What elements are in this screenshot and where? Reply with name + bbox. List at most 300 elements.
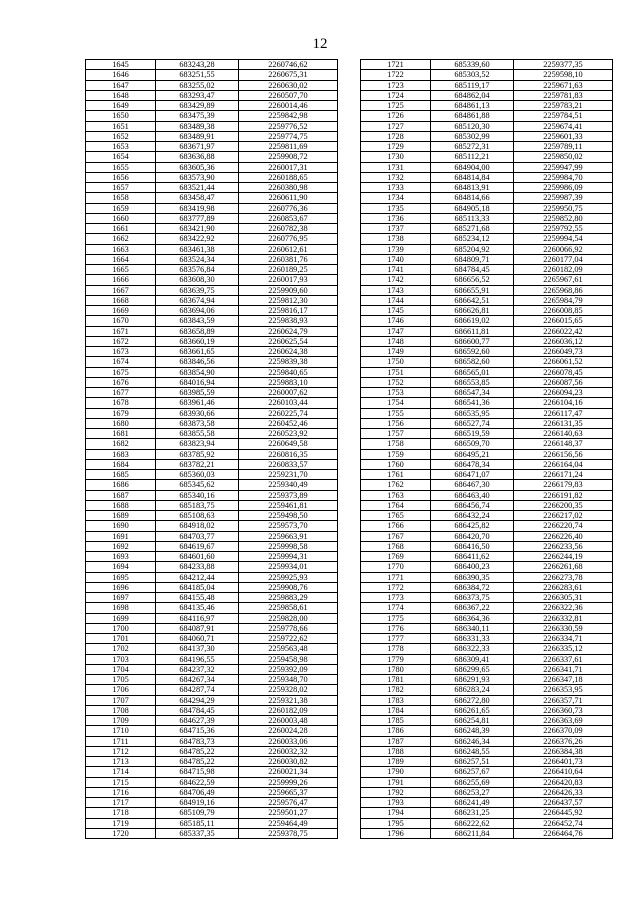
point-number-cell: 1732 (361, 172, 431, 182)
y-coordinate-cell: 2259231,70 (239, 470, 338, 480)
x-coordinate-cell: 684294,29 (156, 695, 239, 705)
x-coordinate-cell: 683636,88 (156, 152, 239, 162)
table-row (361, 418, 613, 428)
point-number-cell: 1718 (86, 808, 156, 818)
y-coordinate-cell: 2266347,18 (514, 675, 613, 685)
y-coordinate-cell: 2259994,31 (239, 552, 338, 562)
table-row (86, 193, 338, 203)
point-number-cell: 1730 (361, 152, 431, 162)
table-row (361, 193, 613, 203)
x-coordinate-cell: 686257,51 (431, 757, 514, 767)
table-row (361, 316, 613, 326)
point-number-cell: 1660 (86, 213, 156, 223)
x-coordinate-cell: 686656,52 (431, 275, 514, 285)
y-coordinate-cell: 2259839,38 (239, 357, 338, 367)
x-coordinate-cell: 686254,81 (431, 716, 514, 726)
x-coordinate-cell: 686331,33 (431, 634, 514, 644)
x-coordinate-cell: 686416,50 (431, 541, 514, 551)
x-coordinate-cell: 684715,36 (156, 726, 239, 736)
point-number-cell: 1736 (361, 213, 431, 223)
table-row (361, 470, 613, 480)
x-coordinate-cell: 685271,68 (431, 224, 514, 234)
point-number-cell: 1653 (86, 142, 156, 152)
table-row (361, 623, 613, 633)
point-number-cell: 1707 (86, 695, 156, 705)
x-coordinate-cell: 683855,58 (156, 429, 239, 439)
x-coordinate-cell: 686400,23 (431, 562, 514, 572)
x-coordinate-cell: 685109,79 (156, 808, 239, 818)
x-coordinate-cell: 685339,60 (431, 60, 514, 70)
point-number-cell: 1734 (361, 193, 431, 203)
y-coordinate-cell: 2259601,33 (514, 131, 613, 141)
table-row (361, 90, 613, 100)
point-number-cell: 1796 (361, 828, 431, 838)
y-coordinate-cell: 2259378,75 (239, 828, 338, 838)
y-coordinate-cell: 2266078,45 (514, 367, 613, 377)
point-number-cell: 1738 (361, 234, 431, 244)
y-coordinate-cell: 2259563,48 (239, 644, 338, 654)
y-coordinate-cell: 2260630,02 (239, 80, 338, 90)
point-number-cell: 1706 (86, 685, 156, 695)
y-coordinate-cell: 2260014,46 (239, 101, 338, 111)
point-number-cell: 1650 (86, 111, 156, 121)
table-row (86, 531, 338, 541)
y-coordinate-cell: 2259838,93 (239, 316, 338, 326)
table-row (361, 398, 613, 408)
y-coordinate-cell: 2266140,63 (514, 429, 613, 439)
y-coordinate-cell: 2260523,92 (239, 429, 338, 439)
y-coordinate-cell: 2266332,81 (514, 613, 613, 623)
table-row (86, 429, 338, 439)
table-row (86, 347, 338, 357)
table-row (361, 111, 613, 121)
x-coordinate-cell: 686425,82 (431, 521, 514, 531)
y-coordinate-cell: 2260853,67 (239, 213, 338, 223)
y-coordinate-cell: 2259665,37 (239, 787, 338, 797)
x-coordinate-cell: 684060,71 (156, 634, 239, 644)
point-number-cell: 1703 (86, 654, 156, 664)
x-coordinate-cell: 684706,49 (156, 787, 239, 797)
x-coordinate-cell: 686519,59 (431, 429, 514, 439)
point-number-cell: 1708 (86, 705, 156, 715)
table-row (86, 500, 338, 510)
x-coordinate-cell: 686619,02 (431, 316, 514, 326)
x-coordinate-cell: 683576,84 (156, 265, 239, 275)
table-row (86, 183, 338, 193)
x-coordinate-cell: 685340,16 (156, 490, 239, 500)
table-row (86, 172, 338, 182)
point-number-cell: 1711 (86, 736, 156, 746)
point-number-cell: 1795 (361, 818, 431, 828)
table-row (86, 224, 338, 234)
point-number-cell: 1781 (361, 675, 431, 685)
y-coordinate-cell: 2266322,36 (514, 603, 613, 613)
point-number-cell: 1748 (361, 336, 431, 346)
point-number-cell: 1723 (361, 80, 431, 90)
table-row (361, 429, 613, 439)
point-number-cell: 1788 (361, 746, 431, 756)
x-coordinate-cell: 684155,48 (156, 593, 239, 603)
point-number-cell: 1654 (86, 152, 156, 162)
x-coordinate-cell: 684784,45 (431, 265, 514, 275)
y-coordinate-cell: 2260182,09 (239, 705, 338, 715)
table-row (86, 757, 338, 767)
x-coordinate-cell: 685183,75 (156, 500, 239, 510)
table-row (86, 213, 338, 223)
table-row (86, 316, 338, 326)
x-coordinate-cell: 683930,66 (156, 408, 239, 418)
y-coordinate-cell: 2259373,89 (239, 490, 338, 500)
y-coordinate-cell: 2259461,81 (239, 500, 338, 510)
point-number-cell: 1761 (361, 470, 431, 480)
point-number-cell: 1680 (86, 418, 156, 428)
x-coordinate-cell: 686626,81 (431, 306, 514, 316)
table-row (361, 152, 613, 162)
table-row (86, 234, 338, 244)
y-coordinate-cell: 2266008,85 (514, 306, 613, 316)
x-coordinate-cell: 683461,38 (156, 244, 239, 254)
table-row (361, 634, 613, 644)
x-coordinate-cell: 684919,16 (156, 798, 239, 808)
y-coordinate-cell: 2266420,83 (514, 777, 613, 787)
y-coordinate-cell: 2266384,38 (514, 746, 613, 756)
x-coordinate-cell: 685185,11 (156, 818, 239, 828)
x-coordinate-cell: 686582,60 (431, 357, 514, 367)
x-coordinate-cell: 685119,17 (431, 80, 514, 90)
x-coordinate-cell: 686553,85 (431, 377, 514, 387)
y-coordinate-cell: 2260103,44 (239, 398, 338, 408)
y-coordinate-cell: 2259842,98 (239, 111, 338, 121)
x-coordinate-cell: 686535,95 (431, 408, 514, 418)
table-row (86, 418, 338, 428)
y-coordinate-cell: 2266022,42 (514, 326, 613, 336)
point-number-cell: 1682 (86, 439, 156, 449)
table-row (361, 254, 613, 264)
y-coordinate-cell: 2266191,82 (514, 490, 613, 500)
table-row (86, 285, 338, 295)
table-row (361, 787, 613, 797)
point-number-cell: 1725 (361, 101, 431, 111)
point-number-cell: 1790 (361, 767, 431, 777)
x-coordinate-cell: 683475,39 (156, 111, 239, 121)
x-coordinate-cell: 683573,90 (156, 172, 239, 182)
table-row (361, 213, 613, 223)
table-row (86, 716, 338, 726)
point-number-cell: 1661 (86, 224, 156, 234)
x-coordinate-cell: 684619,67 (156, 541, 239, 551)
point-number-cell: 1756 (361, 418, 431, 428)
point-number-cell: 1771 (361, 572, 431, 582)
point-number-cell: 1664 (86, 254, 156, 264)
y-coordinate-cell: 2260746,62 (239, 60, 338, 70)
y-coordinate-cell: 2259464,49 (239, 818, 338, 828)
x-coordinate-cell: 686211,84 (431, 828, 514, 838)
table-row (86, 439, 338, 449)
x-coordinate-cell: 686261,65 (431, 705, 514, 715)
point-number-cell: 1747 (361, 326, 431, 336)
point-number-cell: 1777 (361, 634, 431, 644)
y-coordinate-cell: 2259598,10 (514, 70, 613, 80)
y-coordinate-cell: 2266410,64 (514, 767, 613, 777)
table-row (361, 593, 613, 603)
point-number-cell: 1775 (361, 613, 431, 623)
y-coordinate-cell: 2266330,59 (514, 623, 613, 633)
table-row (86, 408, 338, 418)
table-row (86, 70, 338, 80)
table-row (361, 808, 613, 818)
x-coordinate-cell: 686527,74 (431, 418, 514, 428)
point-number-cell: 1776 (361, 623, 431, 633)
table-row (86, 111, 338, 121)
x-coordinate-cell: 686541,36 (431, 398, 514, 408)
table-row (86, 295, 338, 305)
x-coordinate-cell: 685360,03 (156, 470, 239, 480)
x-coordinate-cell: 686291,93 (431, 675, 514, 685)
y-coordinate-cell: 2259925,93 (239, 572, 338, 582)
table-row (361, 603, 613, 613)
y-coordinate-cell: 2266156,56 (514, 449, 613, 459)
y-coordinate-cell: 2260003,48 (239, 716, 338, 726)
point-number-cell: 1731 (361, 162, 431, 172)
table-row (361, 757, 613, 767)
point-number-cell: 1655 (86, 162, 156, 172)
table-row (86, 654, 338, 664)
x-coordinate-cell: 686248,39 (431, 726, 514, 736)
point-number-cell: 1766 (361, 521, 431, 531)
x-coordinate-cell: 684622,59 (156, 777, 239, 787)
x-coordinate-cell: 684783,73 (156, 736, 239, 746)
point-number-cell: 1675 (86, 367, 156, 377)
table-row (86, 736, 338, 746)
table-row (86, 80, 338, 90)
table-row (86, 254, 338, 264)
table-row (361, 716, 613, 726)
y-coordinate-cell: 2266015,65 (514, 316, 613, 326)
point-number-cell: 1765 (361, 511, 431, 521)
y-coordinate-cell: 2266104,16 (514, 398, 613, 408)
point-number-cell: 1779 (361, 654, 431, 664)
y-coordinate-cell: 2266273,78 (514, 572, 613, 582)
point-number-cell: 1672 (86, 336, 156, 346)
x-coordinate-cell: 684861,88 (431, 111, 514, 121)
point-number-cell: 1710 (86, 726, 156, 736)
x-coordinate-cell: 684185,04 (156, 582, 239, 592)
y-coordinate-cell: 2266353,95 (514, 685, 613, 695)
x-coordinate-cell: 684087,91 (156, 623, 239, 633)
table-row (86, 388, 338, 398)
point-number-cell: 1691 (86, 531, 156, 541)
point-number-cell: 1793 (361, 798, 431, 808)
point-number-cell: 1753 (361, 388, 431, 398)
x-coordinate-cell: 686509,70 (431, 439, 514, 449)
table-row (361, 121, 613, 131)
x-coordinate-cell: 683489,91 (156, 131, 239, 141)
table-row (361, 541, 613, 551)
x-coordinate-cell: 683785,92 (156, 449, 239, 459)
x-coordinate-cell: 684237,32 (156, 664, 239, 674)
table-row (86, 798, 338, 808)
table-row (86, 787, 338, 797)
x-coordinate-cell: 683293,47 (156, 90, 239, 100)
x-coordinate-cell: 683608,30 (156, 275, 239, 285)
point-number-cell: 1700 (86, 623, 156, 633)
x-coordinate-cell: 685108,63 (156, 511, 239, 521)
point-number-cell: 1783 (361, 695, 431, 705)
point-number-cell: 1713 (86, 757, 156, 767)
point-number-cell: 1750 (361, 357, 431, 367)
x-coordinate-cell: 686390,35 (431, 572, 514, 582)
table-row (361, 490, 613, 500)
y-coordinate-cell: 2259816,17 (239, 306, 338, 316)
y-coordinate-cell: 2266094,23 (514, 388, 613, 398)
y-coordinate-cell: 2266244,19 (514, 552, 613, 562)
y-coordinate-cell: 2259908,72 (239, 152, 338, 162)
y-coordinate-cell: 2266261,68 (514, 562, 613, 572)
point-number-cell: 1712 (86, 746, 156, 756)
x-coordinate-cell: 684814,66 (431, 193, 514, 203)
table-row (86, 705, 338, 715)
point-number-cell: 1724 (361, 90, 431, 100)
table-row (361, 613, 613, 623)
point-number-cell: 1763 (361, 490, 431, 500)
x-coordinate-cell: 683521,44 (156, 183, 239, 193)
x-coordinate-cell: 684904,00 (431, 162, 514, 172)
table-row (361, 367, 613, 377)
point-number-cell: 1716 (86, 787, 156, 797)
y-coordinate-cell: 2260624,38 (239, 347, 338, 357)
y-coordinate-cell: 2259321,38 (239, 695, 338, 705)
x-coordinate-cell: 686478,34 (431, 459, 514, 469)
y-coordinate-cell: 2260017,93 (239, 275, 338, 285)
y-coordinate-cell: 2260816,35 (239, 449, 338, 459)
x-coordinate-cell: 685204,92 (431, 244, 514, 254)
table-row (361, 408, 613, 418)
x-coordinate-cell: 684918,02 (156, 521, 239, 531)
point-number-cell: 1690 (86, 521, 156, 531)
table-row (86, 336, 338, 346)
table-row (361, 142, 613, 152)
x-coordinate-cell: 686471,07 (431, 470, 514, 480)
point-number-cell: 1722 (361, 70, 431, 80)
x-coordinate-cell: 686257,67 (431, 767, 514, 777)
y-coordinate-cell: 2260833,57 (239, 459, 338, 469)
point-number-cell: 1740 (361, 254, 431, 264)
y-coordinate-cell: 2266341,71 (514, 664, 613, 674)
table-row (86, 521, 338, 531)
y-coordinate-cell: 2259671,63 (514, 80, 613, 90)
table-row (86, 367, 338, 377)
x-coordinate-cell: 685302,99 (431, 131, 514, 141)
table-row (86, 131, 338, 141)
x-coordinate-cell: 684016,94 (156, 377, 239, 387)
x-coordinate-cell: 686495,21 (431, 449, 514, 459)
y-coordinate-cell: 2260177,04 (514, 254, 613, 264)
point-number-cell: 1726 (361, 111, 431, 121)
y-coordinate-cell: 2260066,92 (514, 244, 613, 254)
table-row (86, 203, 338, 213)
y-coordinate-cell: 2266200,35 (514, 500, 613, 510)
table-row (86, 121, 338, 131)
x-coordinate-cell: 686655,91 (431, 285, 514, 295)
point-number-cell: 1697 (86, 593, 156, 603)
point-number-cell: 1743 (361, 285, 431, 295)
x-coordinate-cell: 686642,51 (431, 295, 514, 305)
y-coordinate-cell: 2259883,29 (239, 593, 338, 603)
table-row (361, 798, 613, 808)
point-number-cell: 1729 (361, 142, 431, 152)
y-coordinate-cell: 2266445,92 (514, 808, 613, 818)
point-number-cell: 1767 (361, 531, 431, 541)
point-number-cell: 1676 (86, 377, 156, 387)
table-row (361, 828, 613, 838)
point-number-cell: 1764 (361, 500, 431, 510)
table-row (86, 326, 338, 336)
x-coordinate-cell: 683419,98 (156, 203, 239, 213)
point-number-cell: 1754 (361, 398, 431, 408)
x-coordinate-cell: 683846,56 (156, 357, 239, 367)
point-number-cell: 1769 (361, 552, 431, 562)
x-coordinate-cell: 684267,34 (156, 675, 239, 685)
x-coordinate-cell: 686253,27 (431, 787, 514, 797)
y-coordinate-cell: 2259947,99 (514, 162, 613, 172)
table-row (361, 234, 613, 244)
y-coordinate-cell: 2259501,27 (239, 808, 338, 818)
y-coordinate-cell: 2266061,52 (514, 357, 613, 367)
point-number-cell: 1692 (86, 541, 156, 551)
point-number-cell: 1745 (361, 306, 431, 316)
table-row (361, 562, 613, 572)
table-row (361, 101, 613, 111)
x-coordinate-cell: 686384,72 (431, 582, 514, 592)
x-coordinate-cell: 686322,33 (431, 644, 514, 654)
table-row (86, 377, 338, 387)
table-row (86, 541, 338, 551)
table-row (86, 685, 338, 695)
point-number-cell: 1773 (361, 593, 431, 603)
x-coordinate-cell: 684135,46 (156, 603, 239, 613)
point-number-cell: 1684 (86, 459, 156, 469)
x-coordinate-cell: 684861,13 (431, 101, 514, 111)
x-coordinate-cell: 683251,55 (156, 70, 239, 80)
x-coordinate-cell: 685337,35 (156, 828, 239, 838)
table-row (86, 664, 338, 674)
y-coordinate-cell: 2259328,02 (239, 685, 338, 695)
y-coordinate-cell: 2265967,61 (514, 275, 613, 285)
x-coordinate-cell: 684116,97 (156, 613, 239, 623)
x-coordinate-cell: 686272,80 (431, 695, 514, 705)
y-coordinate-cell: 2259778,66 (239, 623, 338, 633)
y-coordinate-cell: 2259722,62 (239, 634, 338, 644)
point-number-cell: 1674 (86, 357, 156, 367)
y-coordinate-cell: 2266401,73 (514, 757, 613, 767)
point-number-cell: 1719 (86, 818, 156, 828)
x-coordinate-cell: 685234,12 (431, 234, 514, 244)
x-coordinate-cell: 684785,22 (156, 746, 239, 756)
y-coordinate-cell: 2259340,49 (239, 480, 338, 490)
y-coordinate-cell: 2259998,58 (239, 541, 338, 551)
point-number-cell: 1651 (86, 121, 156, 131)
table-row (361, 675, 613, 685)
x-coordinate-cell: 686364,36 (431, 613, 514, 623)
point-number-cell: 1685 (86, 470, 156, 480)
point-number-cell: 1735 (361, 203, 431, 213)
table-row (361, 224, 613, 234)
table-row (361, 521, 613, 531)
x-coordinate-cell: 683421,90 (156, 224, 239, 234)
coordinates-table-left (85, 59, 338, 839)
table-row (361, 275, 613, 285)
table-row (86, 572, 338, 582)
